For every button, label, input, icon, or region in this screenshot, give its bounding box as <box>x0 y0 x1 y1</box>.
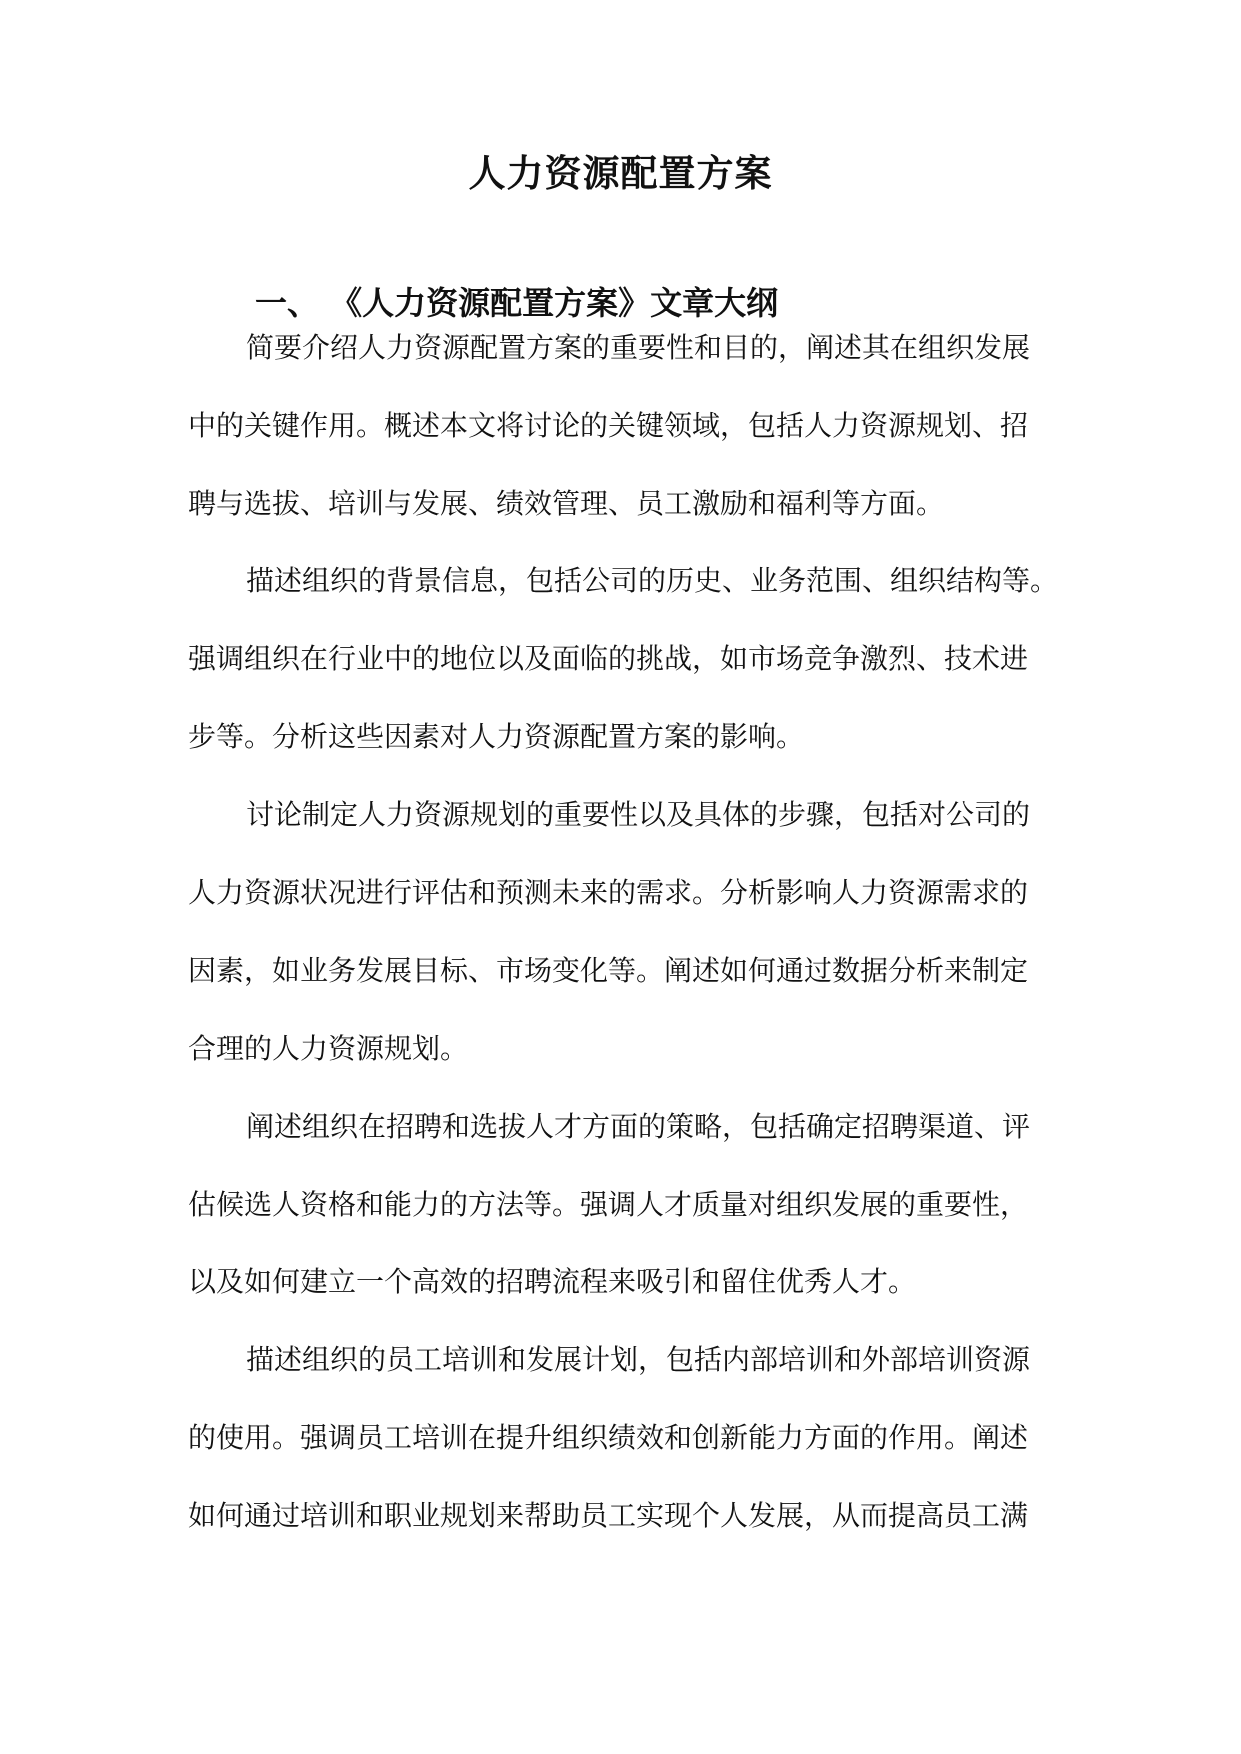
paragraph-line: 因素，如业务发展目标、市场变化等。阐述如何通过数据分析来制定 <box>188 954 1029 987</box>
paragraph-line: 以及如何建立一个高效的招聘流程来吸引和留住优秀人才。 <box>188 1265 917 1298</box>
paragraph-line: 强调组织在行业中的地位以及面临的挑战，如市场竞争激烈、技术进 <box>188 642 1029 675</box>
paragraph-line: 如何通过培训和职业规划来帮助员工实现个人发展，从而提高员工满 <box>188 1499 1029 1532</box>
section-heading: 一、 《人力资源配置方案》文章大纲 <box>255 284 779 322</box>
paragraph-line: 简要介绍人力资源配置方案的重要性和目的，阐述其在组织发展 <box>246 331 1031 364</box>
document-title: 人力资源配置方案 <box>468 151 773 195</box>
paragraph-line: 讨论制定人力资源规划的重要性以及具体的步骤，包括对公司的 <box>246 798 1031 831</box>
paragraph-line: 描述组织的背景信息，包括公司的历史、业务范围、组织结构等。 <box>246 564 1059 597</box>
paragraph-line: 的使用。强调员工培训在提升组织绩效和创新能力方面的作用。阐述 <box>188 1421 1029 1454</box>
paragraph-line: 中的关键作用。概述本文将讨论的关键领域，包括人力资源规划、招 <box>188 409 1029 442</box>
paragraph-line: 描述组织的员工培训和发展计划，包括内部培训和外部培训资源 <box>246 1343 1031 1376</box>
paragraph-line: 阐述组织在招聘和选拔人才方面的策略，包括确定招聘渠道、评 <box>246 1110 1031 1143</box>
paragraph-line: 步等。分析这些因素对人力资源配置方案的影响。 <box>188 720 805 753</box>
paragraph-line: 人力资源状况进行评估和预测未来的需求。分析影响人力资源需求的 <box>188 876 1029 909</box>
paragraph-line: 估候选人资格和能力的方法等。强调人才质量对组织发展的重要性， <box>188 1188 1029 1221</box>
paragraph-line: 合理的人力资源规划。 <box>188 1032 469 1065</box>
paragraph-line: 聘与选拔、培训与发展、绩效管理、员工激励和福利等方面。 <box>188 487 945 520</box>
